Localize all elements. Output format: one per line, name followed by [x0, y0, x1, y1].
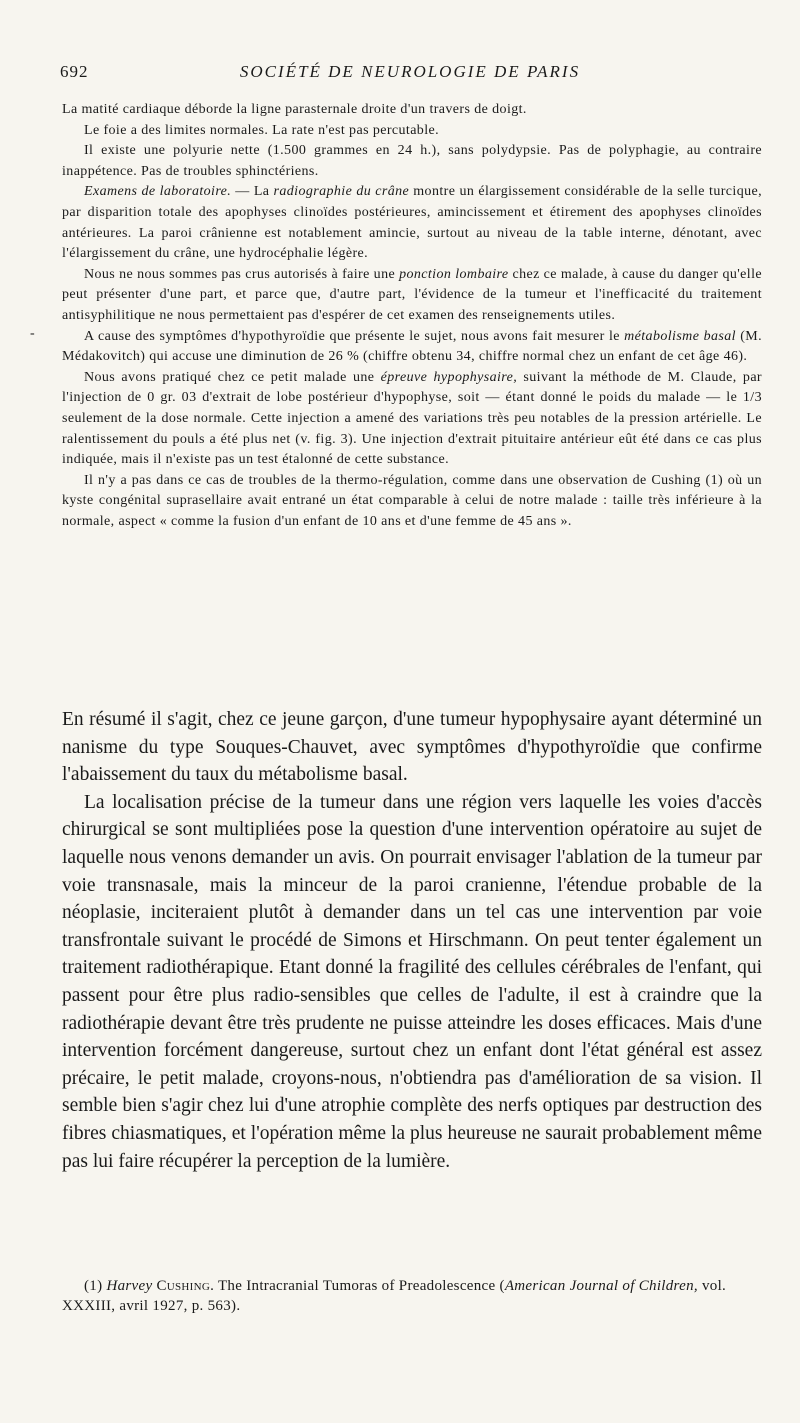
- lumbar-text-b: chez ce malade, à cause du danger qu'elle peut présenter d'une part, et parce que, d'autre part, l'évidence de la tumeur et l'inefficacité du traitement antisyphilitique ne nous permettaient pas d'espérer de cet examen des renseignements utiles.: [62, 266, 762, 323]
- paragraph-lumbar-puncture: [62, 265, 762, 327]
- paragraph-thermoregulation: Il n'y a pas dans ce cas de troubles de la thermo-régulation, comme dans une observation de Cushing (1) où un kyste congénital suprasellaire avait entrané un état comparable à celui de notre malade : taille très inférieure à la normale, aspect « comme la fusion d'un enfant de 10 ans et d'une femme de 45 ans ».: [62, 472, 762, 529]
- summary-section: [62, 706, 762, 1175]
- metabolism-term: métabolisme basal: [624, 328, 736, 344]
- paragraph-surgery-discussion: La localisation précise de la tumeur dans une région vers laquelle les voies d'accès chirurgical se sont multipliées pose la question d'une intervention opératoire au sujet de laquelle nous venons demander un avis. On pourrait envisager l'ablation de la tumeur par voie transnasale, mais la minceur de la paroi cranienne, l'étendue probable de la néoplasie, inciteraient plutôt à demander dans un tel cas une intervention par voie transfrontale suivant le procédé de Simons et Hirschmann. On peut tenter également un traitement radiothérapique. Etant donné la fragilité des cellules cérébrales de l'enfant, qui passent pour être plus radio-sensibles que celles de l'adulte, il est à craindre que la radiothérapie devant être très prudente ne puisse atteindre les doses efficaces. Mais d'une intervention forcément dangereuse, surtout chez un enfant dont l'état général est assez précaire, le petit malade, croyons-nous, n'obtiendra pas d'amélioration de sa vision. Il semble bien s'agir chez lui d'une atrophie complète des nerfs optiques par destruction des fibres chiasmatiques, et l'opération même la plus heureuse ne saurait probablement même pas lui faire récupérer la perception de la lumière.: [62, 791, 762, 1172]
- paragraph-polyuria: Il existe une polyurie nette (1.500 grammes en 24 h.), sans polydypsie. Pas de polyphagie, au contraire inappétence. Pas de troubles sphinctériens.: [62, 143, 762, 179]
- footnote-journal: American Journal of Children,: [504, 1278, 698, 1294]
- pituitary-text-a: Nous avons pratiqué chez ce petit malade une: [84, 369, 381, 385]
- pituitary-text-b: suivant la méthode de M. Claude, par l'injection de 0 gr. 03 d'extrait de lobe postérieur d'hypophyse, soit — étant donné le poids du malade — le 1/3 seulement de la dose normale. Cette injection a amené des variations très peu notables de la pression artérielle. Le ralentissement du pouls a été plus net (v. fig. 3). Une injection d'extrait pituitaire antérieur eût été dans ce cas plus indiquée, mais il n'existe pas un test étalonné de cette substance.: [62, 369, 762, 468]
- paragraph-metabolism: [62, 327, 762, 368]
- footnote-author-first: Harvey: [106, 1278, 153, 1294]
- lumbar-text-a: Nous ne nous sommes pas crus autorisés à faire une: [84, 266, 400, 282]
- footnote-title: The Intracranial Tumoras of Preadolescence (: [214, 1278, 505, 1294]
- metabolism-text-b: (M. Médakovitch) qui accuse une diminution de 26 % (chiffre obtenu 34, chiffre normal chez un enfant de cet âge 46).: [62, 328, 762, 365]
- lab-radiography-text: montre un élargissement considérable de la selle turcique, par disparition totale des apophyses clinoïdes postérieures, amincissement et étirement des apophyses clinoïdes antérieures. La paroi crânienne est notablement amincie, surtout au niveau de la table interne, dénotant, avec l'élargissement du crâne, une hydrocéphalie légère.: [62, 184, 763, 262]
- paragraph-liver: Le foie a des limites normales. La rate n'est pas percutable.: [84, 122, 440, 138]
- page-number: 692: [60, 62, 89, 81]
- paragraph-cardiac: La matité cardiaque déborde la ligne parasternale droite d'un travers de doigt.: [62, 102, 527, 117]
- case-details-section: [62, 100, 762, 532]
- lumbar-term: ponction lombaire: [399, 266, 509, 282]
- running-header: [60, 62, 760, 86]
- margin-mark: -: [30, 326, 35, 341]
- running-title: SOCIÉTÉ DE NEUROLOGIE DE PARIS: [239, 62, 581, 81]
- footnote: [62, 1276, 762, 1316]
- paragraph-pituitary-test: [62, 368, 762, 471]
- footnote-reference: [62, 1276, 762, 1316]
- footnote-mark: (1): [84, 1278, 107, 1294]
- metabolism-text-a: A cause des symptômes d'hypothyroïdie que présente le sujet, nous avons fait mesurer le: [84, 328, 625, 344]
- pituitary-term: épreuve hypophysaire,: [380, 369, 518, 385]
- lab-dash: — La: [231, 184, 274, 200]
- paragraph-laboratory: [62, 182, 762, 264]
- lab-heading: Examens de laboratoire.: [84, 184, 232, 200]
- lab-radiography: radiographie du crâne: [273, 184, 410, 200]
- footnote-rest: vol. XXXIII, avril 1927, p. 563).: [62, 1278, 727, 1314]
- paragraph-summary: En résumé il s'agit, chez ce jeune garçon, d'une tumeur hypophysaire ayant déterminé un nanisme du type Souques-Chauvet, avec symptômes d'hypothyroïdie que confirme l'abaissement du taux du métabolisme basal.: [62, 709, 762, 786]
- footnote-author-last: Cushing.: [152, 1278, 215, 1294]
